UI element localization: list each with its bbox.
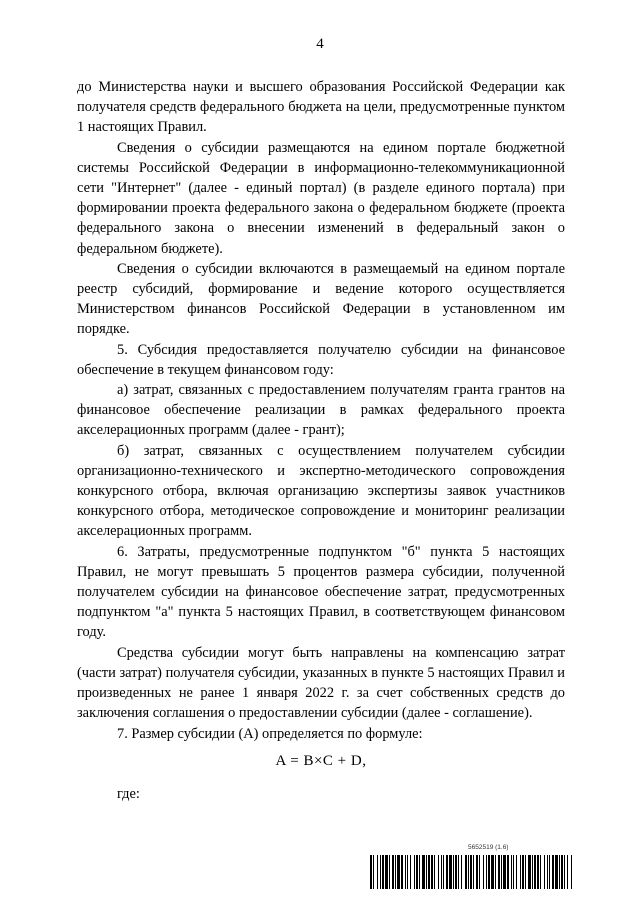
subsidy-formula: A = B×C + D, [275,752,367,769]
barcode-bar [511,855,512,889]
paragraph-item-5: 5. Субсидия предоставляется получателю субсидии на финансовое обеспечение в текущем финансовом году: [77,341,565,378]
barcode-bar [426,855,427,889]
barcode-bar [498,855,500,889]
barcode-bar [549,855,550,889]
barcode-bar [434,855,435,889]
barcode-bar [419,855,420,889]
barcode-bar [516,855,517,889]
barcode-bar [513,855,514,889]
paragraph-item-5b: б) затрат, связанных с осуществлением получателем субсидии организационно-технического и экспертно-методического сопровождения конкурсного отбора, включая организацию экспертизы заявок участников конкурсного отбора, методическое сопровождение и мониторинг реализации акселерационных программ. [77,442,565,540]
barcode-bar [389,855,390,889]
barcode-bar [401,855,403,889]
page-number: 4 [316,36,324,52]
barcode-bar [416,855,418,889]
barcode-bar [455,855,457,889]
barcode-bar [503,855,506,889]
barcode-bar [544,855,545,889]
barcode-bar [483,855,484,889]
barcode-bar [438,855,439,889]
document-body [77,77,565,804]
barcode-bar [507,855,509,889]
barcode-bar [486,855,487,889]
barcode-bar [501,855,502,889]
paragraph-compensation: Средства субсидии могут быть направлены на компенсацию затрат (части затрат) получателя субсидии, указанных в пункте 5 настоящих Правил и произведенных не ранее 1 января 2022 г. за счет собственных средств до заключения соглашения о предоставлении субсидии (далее - соглашение). [77,644,565,722]
barcode-bar [380,855,381,889]
barcode-bar [446,855,448,889]
barcode-bar [461,855,462,889]
barcode-image [370,855,572,889]
barcode-bar [559,855,560,889]
paragraph-item-6: 6. Затраты, предусмотренные подпунктом "б" пункта 5 настоящих Правил, не могут превышать 5 процентов размера субсидии, полученной получателем субсидии на финансовое обеспечение затрат, предусмотренных подпунктом "а" пункта 5 настоящих Правил, в соответствующем финансовом году. [77,543,565,641]
barcode-bar [520,855,521,889]
barcode-bar [488,855,490,889]
paragraph-continuation: до Министерства науки и высшего образования Российской Федерации как получателя средств федерального бюджета на цели, предусмотренные пунктом 1 настоящих Правил. [77,79,565,136]
barcode-bar [431,855,433,889]
barcode-bar [491,855,494,889]
barcode-bar [407,855,408,889]
barcode-label: 5652519 (1.6) [468,844,509,851]
barcode-bar [468,855,469,889]
barcode-bar [479,855,480,889]
barcode-bar [473,855,474,889]
barcode-bar [552,855,554,889]
barcode-bar [373,855,374,889]
barcode-bar [392,855,394,889]
barcode-bar [382,855,384,889]
barcode-bar [377,855,378,889]
barcode-bar [571,855,572,889]
barcode-bar [465,855,467,889]
barcode-bar [540,855,541,889]
barcode-bar [564,855,565,889]
barcode-bar [528,855,531,889]
paragraph-item-7: 7. Размер субсидии (A) определяется по формуле: [117,725,423,742]
barcode-bar [525,855,526,889]
barcode-bar [449,855,452,889]
barcode-bar [422,855,425,889]
barcode-bar [405,855,406,889]
barcode-bar [470,855,472,889]
barcode-bar [567,855,568,889]
barcode-bar [370,855,372,889]
barcode-bar [532,855,533,889]
barcode-bar [414,855,415,889]
barcode-bar [397,855,400,889]
barcode-bar [476,855,478,889]
barcode-bar [458,855,459,889]
barcode-bar [410,855,411,889]
barcode-bar [495,855,496,889]
barcode-bar [443,855,444,889]
barcode-bar [453,855,454,889]
barcode-bar [441,855,442,889]
barcode-bar [561,855,563,889]
barcode-bar [547,855,548,889]
barcode-bar [534,855,536,889]
barcode-bar [555,855,558,889]
barcode-bar [395,855,396,889]
barcode-bar [428,855,430,889]
paragraph-portal-info: Сведения о субсидии размещаются на едином портале бюджетной системы Российской Федерации в информационно-телекоммуникационной сети "Интернет" (далее - единый портал) (в разделе единого портала) при формировании проекта федерального закона о федеральном бюджете (проекта федерального закона о внесении изменений в федеральный закон о федеральном бюджете). [77,139,565,257]
barcode-bar [385,855,388,889]
barcode-bar [537,855,539,889]
paragraph-registry: Сведения о субсидии включаются в размещаемый на едином портале реестр субсидий, формирование и ведение которого осуществляется Министерством финансов Российской Федерации в установленном им порядке. [77,260,565,338]
barcode-bar [522,855,524,889]
where-label: где: [117,785,140,802]
paragraph-item-5a: а) затрат, связанных с предоставлением получателям гранта грантов на финансовое обеспечение реализации в рамках федерального проекта акселерационных программ (далее - грант); [77,382,565,439]
